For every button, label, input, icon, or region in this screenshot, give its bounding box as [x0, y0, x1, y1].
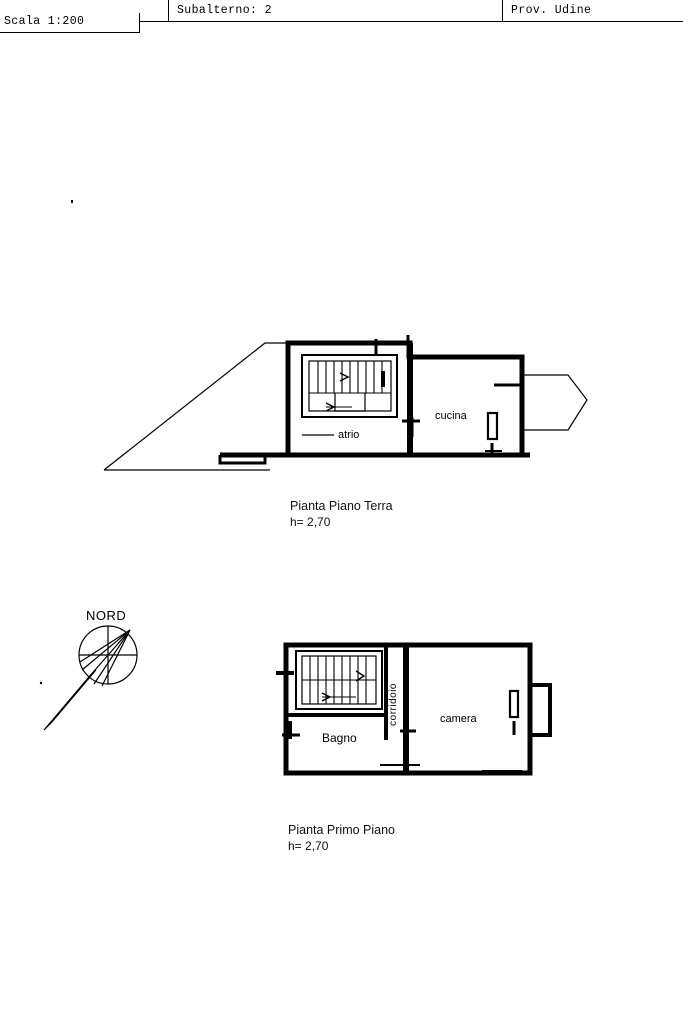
caption-primo-piano-line1: Pianta Primo Piano — [288, 823, 396, 837]
header-provincia: Prov. Udine — [502, 0, 683, 21]
plan-primo-piano — [260, 635, 580, 785]
plan-primo-piano-drawing — [260, 635, 580, 785]
room-label-atrio: atrio — [338, 429, 360, 441]
north-arrow-drawing — [30, 600, 190, 740]
room-label-corridoio: corridoio — [388, 683, 399, 726]
caption-piano-terra-line2: h= 2,70 — [290, 515, 331, 529]
caption-primo-piano — [288, 822, 395, 854]
room-label-cucina: cucina — [435, 410, 467, 422]
room-label-camera: camera — [440, 713, 477, 725]
scale-box — [0, 13, 140, 33]
stray-ink-mark — [71, 200, 73, 203]
plan-piano-terra-drawing — [90, 325, 610, 485]
header-subalterno: Subalterno: 2 — [168, 0, 498, 21]
caption-primo-piano-line2: h= 2,70 — [288, 839, 329, 853]
scale-label: Scala 1:200 — [4, 15, 85, 28]
north-arrow — [30, 600, 190, 740]
caption-piano-terra-line1: Pianta Piano Terra — [290, 499, 393, 513]
compass-label-nord: NORD — [86, 608, 127, 623]
room-label-bagno: Bagno — [322, 731, 357, 745]
caption-piano-terra — [290, 498, 393, 530]
plan-piano-terra — [90, 325, 610, 485]
